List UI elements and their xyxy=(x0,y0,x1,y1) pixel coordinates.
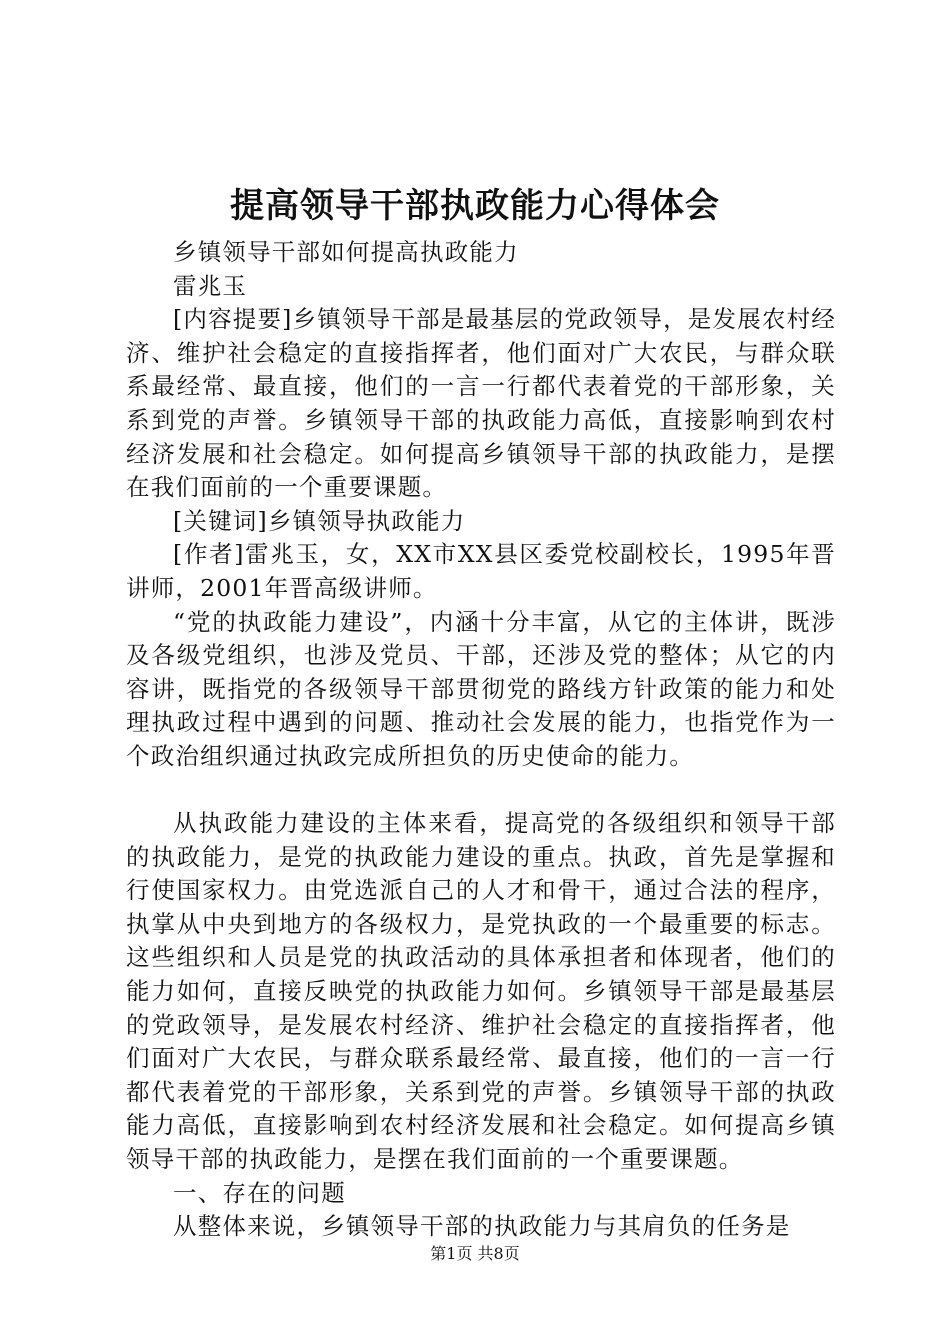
author-info-paragraph: [作者]雷兆玉，女，XX市XX县区委党校副校长，1995年晋讲师，2001年晋高级讲师。 xyxy=(126,540,836,602)
document-title: 提高领导干部执政能力心得体会 xyxy=(230,186,720,226)
abstract-paragraph: [内容提要]乡镇领导干部是最基层的党政领导，是发展农村经济、维护社会稳定的直接指挥者，他们面对广大农民，与群众联系最经常、最直接，他们的一言一行都代表着党的干部形象，关系到党的声誉。乡镇领导干部的执政能力高低，直接影响到农村经济发展和社会稳定。如何提高乡镇领导干部的执政能力，是摆在我们面前的一个重要课题。 xyxy=(126,305,836,502)
body-paragraph: “党的执政能力建设”，内涵十分丰富，从它的主体讲，既涉及各级党组织，也涉及党员、干部，还涉及党的整体；从它的内容讲，既指党的各级领导干部贯彻党的路线方针政策的能力和处理执政过程中遇到的问题、推动社会发展的能力，也指党作为一个政治组织通过执政完成所担负的历史使命的能力。 xyxy=(126,607,836,770)
page-footer: 第1页 共8页 xyxy=(430,1244,520,1263)
body-paragraph: 从执政能力建设的主体来看，提高党的各级组织和领导干部的执政能力，是党的执政能力建设的重点。执政，首先是掌握和行使国家权力。由党选派自己的人才和骨干，通过合法的程序，执掌从中央到地方的各级权力，是党执政的一个最重要的标志。这些组织和人员是党的执政活动的具体承担者和体现者，他们的能力如何，直接反映党的执政能力如何。乡镇领导干部是最基层的党政领导，是发展农村经济、维护社会稳定的直接指挥者，他们面对广大农民，与群众联系最经常、最直接，他们的一言一行都代表着党的干部形象，关系到党的声誉。乡镇领导干部的执政能力高低，直接影响到农村经济发展和社会稳定。如何提高乡镇领导干部的执政能力，是摆在我们面前的一个重要课题。 xyxy=(126,809,836,1174)
section-heading: 一、存在的问题 xyxy=(173,1178,346,1207)
subtitle-paragraph: 乡镇领导干部如何提高执政能力 xyxy=(173,238,519,266)
document-body xyxy=(126,236,836,1244)
keywords-paragraph: [关键词]乡镇领导执政能力 xyxy=(173,506,466,535)
body-paragraph: 从整体来说，乡镇领导干部的执政能力与其肩负的任务是 xyxy=(173,1212,791,1241)
author-paragraph: 雷兆玉 xyxy=(173,271,248,300)
